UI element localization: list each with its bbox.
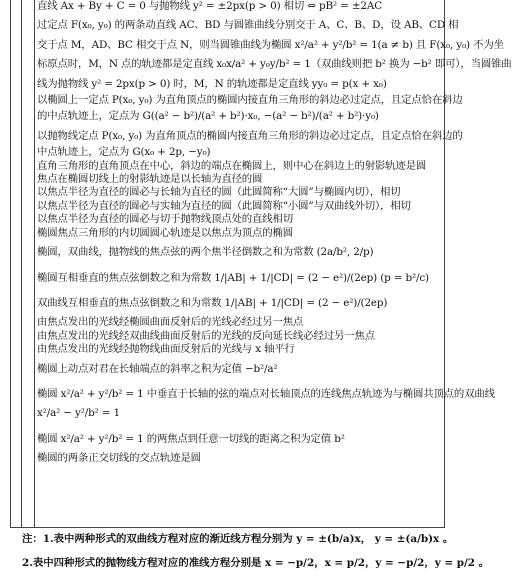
text-line: 直角三角形的直角顶点在中心，斜边的端点在椭圆上，则中心在斜边上的射影轨迹是圆 (37, 159, 427, 172)
text-line: 标原点时，M，N 点的轨迹都是定直线 x₀x/a² + y₀y/b² = 1（双曲线则把 b² 换为 −b² 即可），当圆锥曲 (37, 58, 512, 71)
text-line: 以焦点半径为直径的圆必与长轴为直径的圆（此圆简称“大圆”与椭圆内切），相切 (37, 186, 401, 199)
text-line: 椭圆 x²/a² + y²/b² = 1 中垂直于长轴的弦的端点对长轴顶点的连线焦点轨迹为与椭圆共顶点的双曲线 (37, 387, 495, 400)
text-line: 由焦点发出的光线经抛物线曲面反射后的光线与 x 轴平行 (37, 343, 295, 356)
text-line: 以焦点半径为直径的圆必与切于抛物线顶点处的直线相切 (37, 213, 294, 226)
table-content-cell (37, 0, 512, 528)
text-line: 以椭圆上一定点 P(x₀, y₀) 为直角顶点的椭圆内接直角三角形的斜边必过定点，且定点恰在斜边 (37, 94, 463, 107)
text-line: 焦点在椭圆切线上的射影轨迹是以长轴为直径的圆 (37, 173, 263, 186)
text-line: 由焦点发出的光线经双曲线曲面反射后的光线的反向延长线必经过另一焦点 (37, 329, 375, 342)
text-line: 椭圆上动点对君在长轴端点的斜率之积为定值 −b²/a² (37, 362, 278, 375)
footnotes (22, 532, 490, 570)
note-line: 注：1.表中两种形式的双曲线方程对应的渐近线方程分别为 y = ±(b/a)x， y = ±(a/b)x 。 (22, 533, 454, 545)
text-line: 椭圆互相垂直的焦点弦倒数之和为常数 1/|AB| + 1/|CD| = (2 − e²)/(2ep) (p = b²/c) (37, 271, 429, 284)
text-line: 过定点 F(x₀, y₀) 的两条动直线 AC、BD 与圆锥曲线分别交于 A、C、B、D，设 AB、CD 相 (37, 19, 459, 32)
text-line: 直线 Ax + By + C = 0 与抛物线 y² = ±2px(p > 0) 相切 ⇔ pB² = ±2AC (37, 0, 383, 12)
text-line: 以焦点半径为直径的圆必与实轴为直径的圆（此圆简称“小圆”与双曲线外切），相切 (37, 199, 411, 212)
note-line: 2.表中四种形式的抛物线方程对应的准线方程分别是 x = −p/2，x = p/2，y = −p/2，y = p/2 。 (22, 557, 490, 569)
text-line: 以抛物线定点 P(x₀, y₀) 为直角顶点的椭圆内接直角三角形的斜边必过定点，且定点恰在斜边的 (37, 129, 463, 142)
table-column-middle (21, 0, 35, 527)
text-line: 线为抛物线 y² = 2px(p > 0) 时，M，N 的轨迹都是定直线 yy₀ = p(x + x₀) (37, 77, 387, 90)
text-line: 椭圆 x²/a² + y²/b² = 1 的两焦点到任意一切线的距离之积为定值 b² (37, 432, 345, 445)
formula-table (10, 0, 512, 528)
text-line: 的中点轨迹上，定点为 G((a² − b²)/(a² + b²)·x₀, −(a² − b²)/(a² + b²)·y₀) (37, 110, 379, 123)
text-line: 椭圆焦点三角形的内切圆圆心轨迹是以焦点为顶点的椭圆 (37, 226, 294, 239)
text-line: 中点轨迹上，定点为 G(x₀ + 2p, −y₀) (37, 146, 211, 159)
text-line: 双曲线互相垂直的焦点弦倒数之和为常数 1/|AB| + 1/|CD| = (2 − e²)/(2ep) (37, 296, 388, 309)
text-line: x²/a² − y²/b² = 1 (37, 407, 120, 420)
text-line: 交于点 M，AD、BC 相交于点 N，则当圆锥曲线为椭圆 x²/a² + y²/b² = 1(a ≠ b) 且 F(x₀, y₀) 不为坐 (37, 38, 504, 51)
text-line: 由焦点发出的光线经椭圆曲面反射后的光线必经过另一焦点 (37, 316, 304, 329)
text-line: 椭圆的两条正交切线的交点轨迹是圆 (37, 452, 201, 465)
text-line: 椭圆，双曲线，抛物线的焦点弦的两个焦半径倒数之和为常数 (2a/b², 2/p) (37, 246, 374, 259)
